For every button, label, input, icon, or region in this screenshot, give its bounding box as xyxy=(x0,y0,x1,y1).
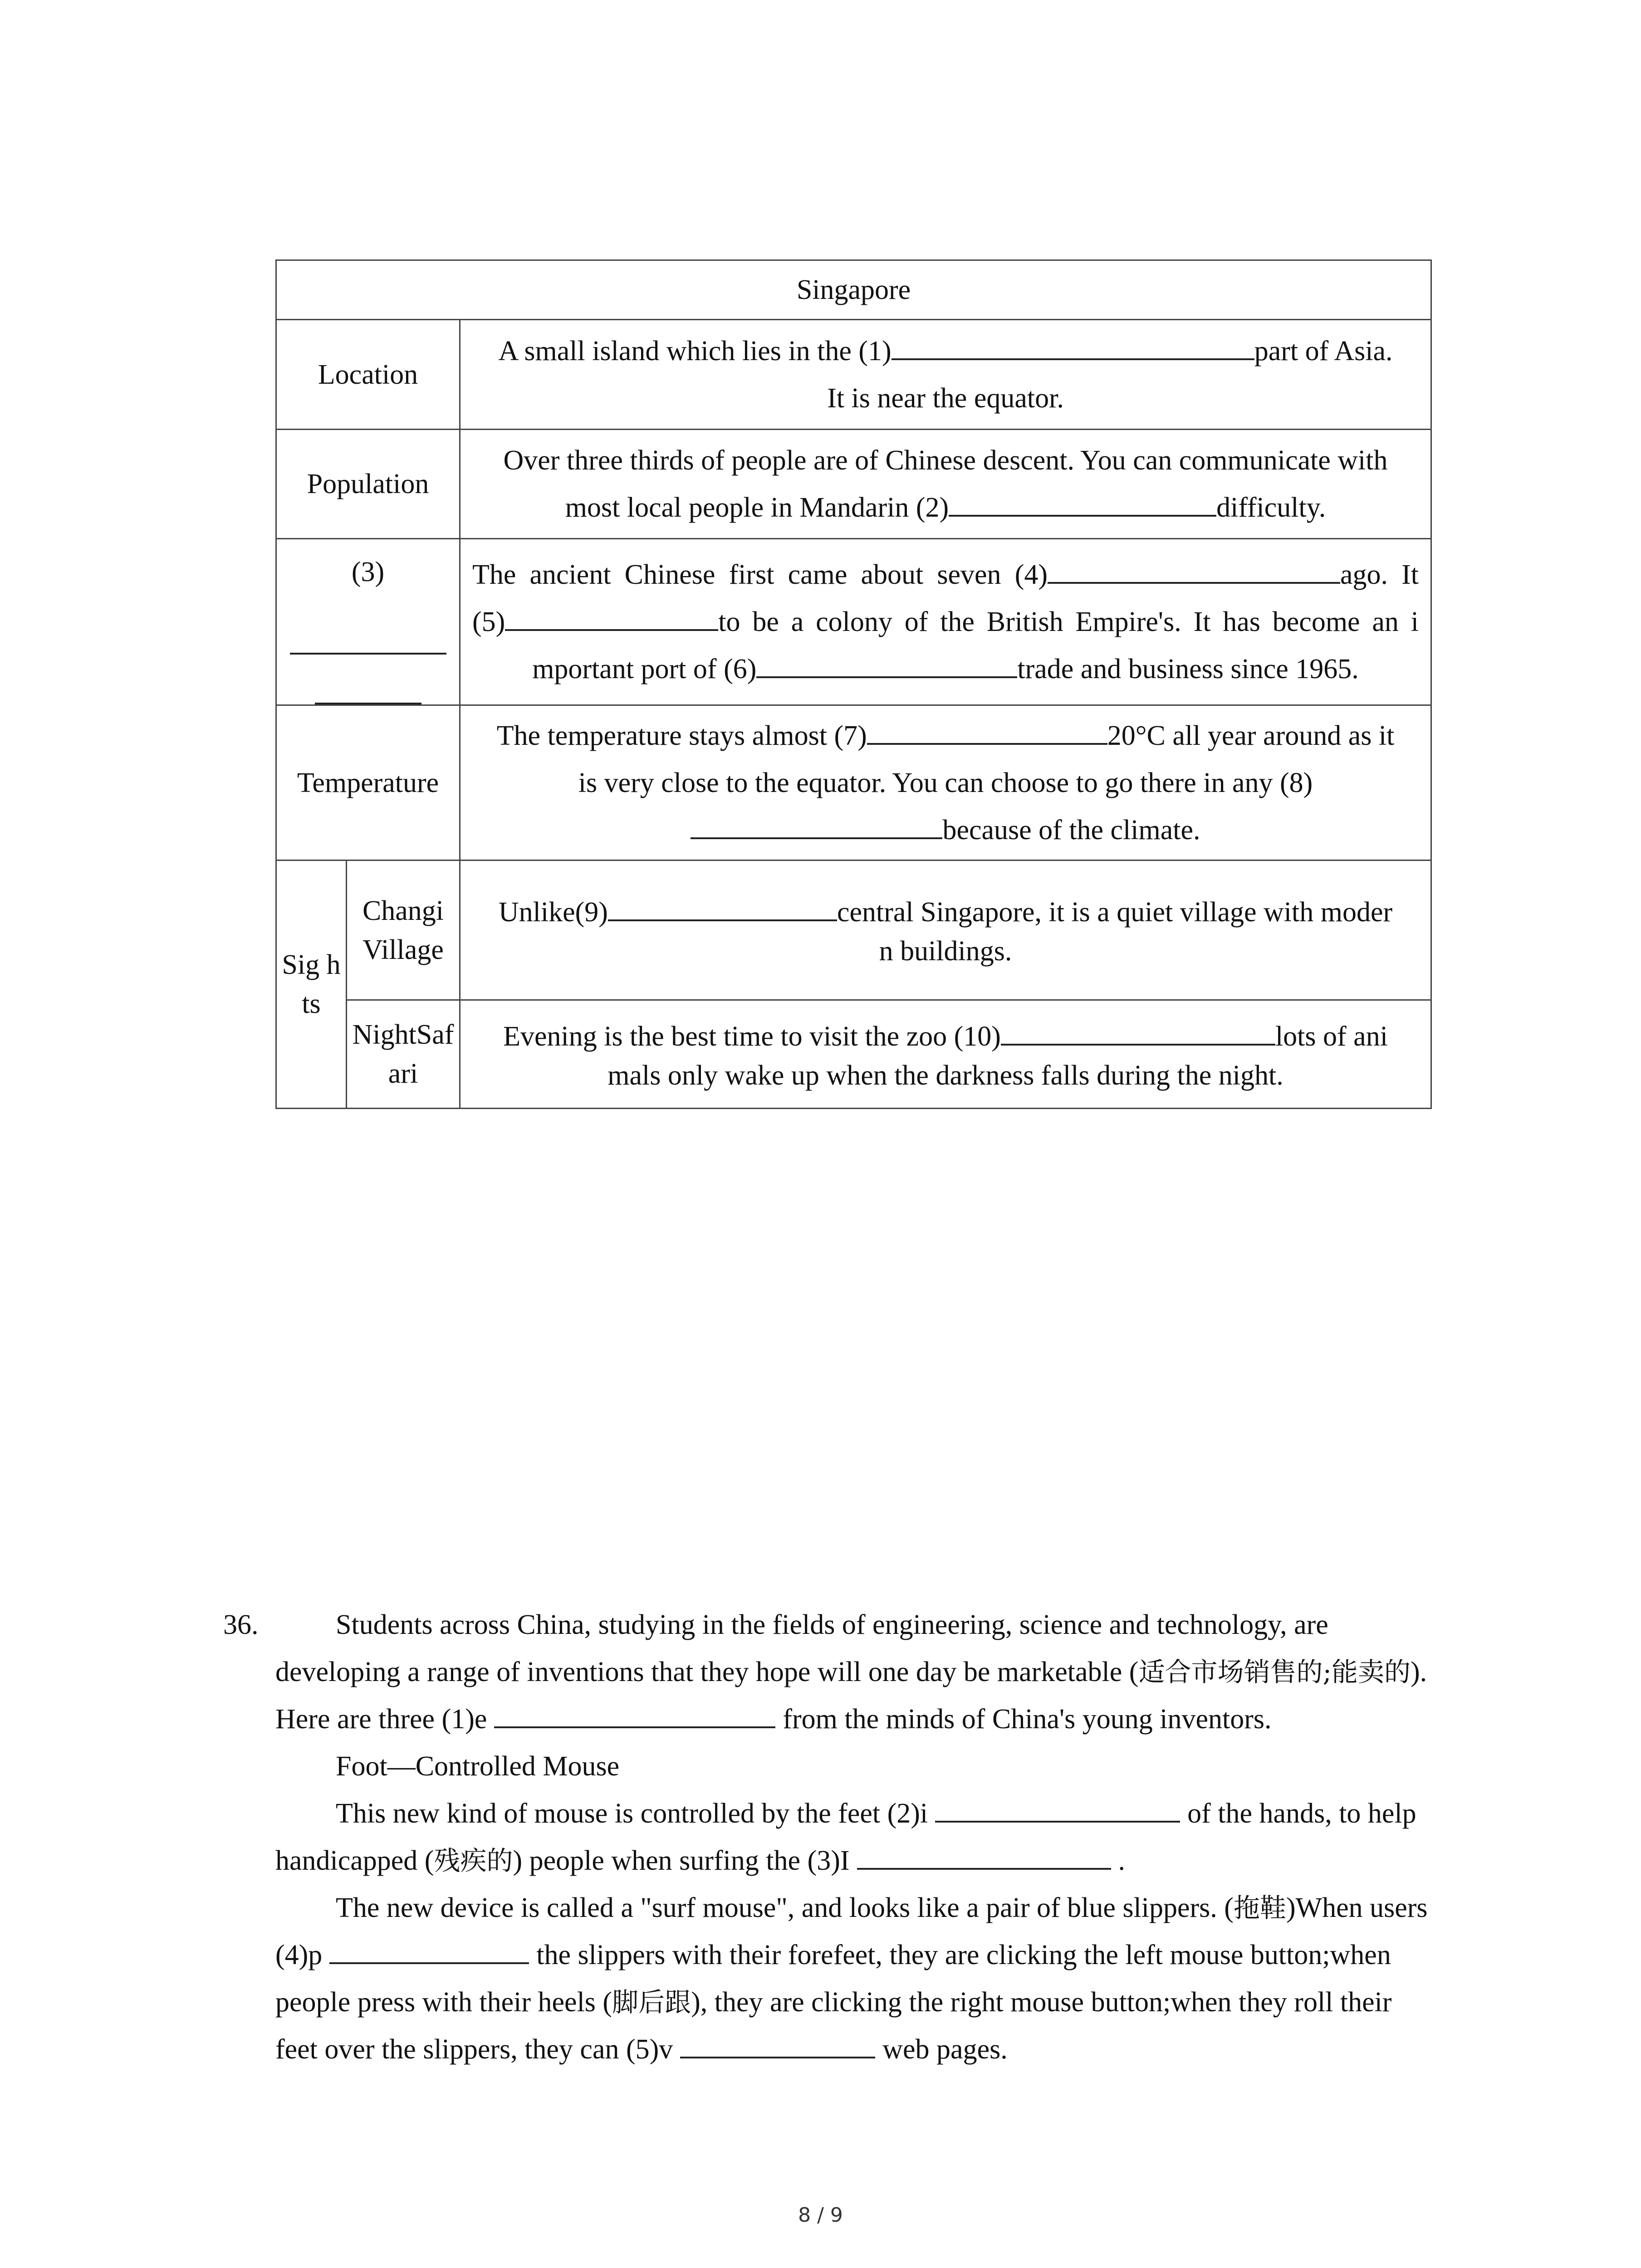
location-cell: A small island which lies in the (1) part of Asia. It is near the equator. xyxy=(460,320,1431,430)
changi-cell: Unlike(9) central Singapore, it is a quiet village with moder n buildings. xyxy=(460,860,1431,1000)
blank-10[interactable] xyxy=(1001,1014,1275,1046)
temperature-cell: The temperature stays almost (7) 20°C all year around as it is very close to the equator. You can choose to go there in any (8) because of the climate. xyxy=(460,705,1431,860)
blank-6[interactable] xyxy=(756,646,1017,678)
row-label-temperature: Temperature xyxy=(276,705,460,860)
blank-4[interactable] xyxy=(1048,552,1340,584)
population-cell: Over three thirds of people are of Chinese descent. You can communicate with most local people in Mandarin (2) difficulty. xyxy=(460,430,1431,539)
row-label-location: Location xyxy=(276,320,460,430)
passage-blank-2[interactable] xyxy=(935,1791,1180,1823)
blank-1[interactable] xyxy=(892,328,1254,360)
passage-blank-3[interactable] xyxy=(857,1838,1111,1870)
blank-3a[interactable] xyxy=(290,623,446,655)
blank-3b[interactable] xyxy=(315,673,421,704)
singapore-table xyxy=(275,259,1432,1109)
row-label-safari: NightSafari xyxy=(347,1000,460,1109)
table-title: Singapore xyxy=(276,260,1431,320)
passage-36 xyxy=(223,1601,1430,2073)
blank-7[interactable] xyxy=(867,713,1107,745)
question-number: 36. xyxy=(223,1609,259,1640)
paragraph-1: Students across China, studying in the fields of engineering, science and technology, are developing a range of inventions that they hope will one day be marketable (适合市场销售的;能卖的). Here are three (1)e from the minds of China's young inventors. xyxy=(275,1609,1427,1735)
table-row-history xyxy=(276,539,1431,705)
table-row-temperature xyxy=(276,705,1431,860)
row-label-sights: Sig hts xyxy=(276,860,347,1109)
passage-blank-1[interactable] xyxy=(494,1696,775,1728)
page-number: 8 / 9 xyxy=(798,2204,843,2227)
paragraph-2: This new kind of mouse is controlled by the feet (2)i of the hands, to help handicapped (残疾的) people when surfing the (3)I . xyxy=(275,1790,1430,1884)
passage-blank-4[interactable] xyxy=(329,1932,529,1964)
table-row-location xyxy=(276,320,1431,430)
table-row-changi xyxy=(276,860,1431,1000)
row-label-population: Population xyxy=(276,430,460,539)
safari-cell: Evening is the best time to visit the zoo (10) lots of ani mals only wake up when the darkness falls during the night. xyxy=(460,1000,1431,1109)
passage-blank-5[interactable] xyxy=(680,2027,875,2058)
paragraph-3: The new device is called a "surf mouse", and looks like a pair of blue slippers. (拖鞋)When users (4)p the slippers with their forefeet, they are clicking the left mouse button;when people press with their heels (脚后跟), they are clicking the right mouse button;when they roll their feet over the slippers, they can (5)v web pages. xyxy=(275,1892,1428,2065)
paragraph-heading: Foot—Controlled Mouse xyxy=(336,1751,620,1782)
table-row-safari xyxy=(276,1000,1431,1109)
blank-8[interactable] xyxy=(691,807,942,839)
blank-5[interactable] xyxy=(505,599,718,631)
row-label-changi: Changi Village xyxy=(347,860,460,1000)
blank-9[interactable] xyxy=(608,890,837,921)
table-row-population xyxy=(276,430,1431,539)
row-label-3: (3) xyxy=(276,539,460,705)
blank-2[interactable] xyxy=(949,485,1216,517)
history-cell: The ancient Chinese first came about seven (4) ago. It (5) to be a colony of the British Empire's. It has become an i mportant port of (6) trade and business since 1965. xyxy=(460,539,1431,705)
